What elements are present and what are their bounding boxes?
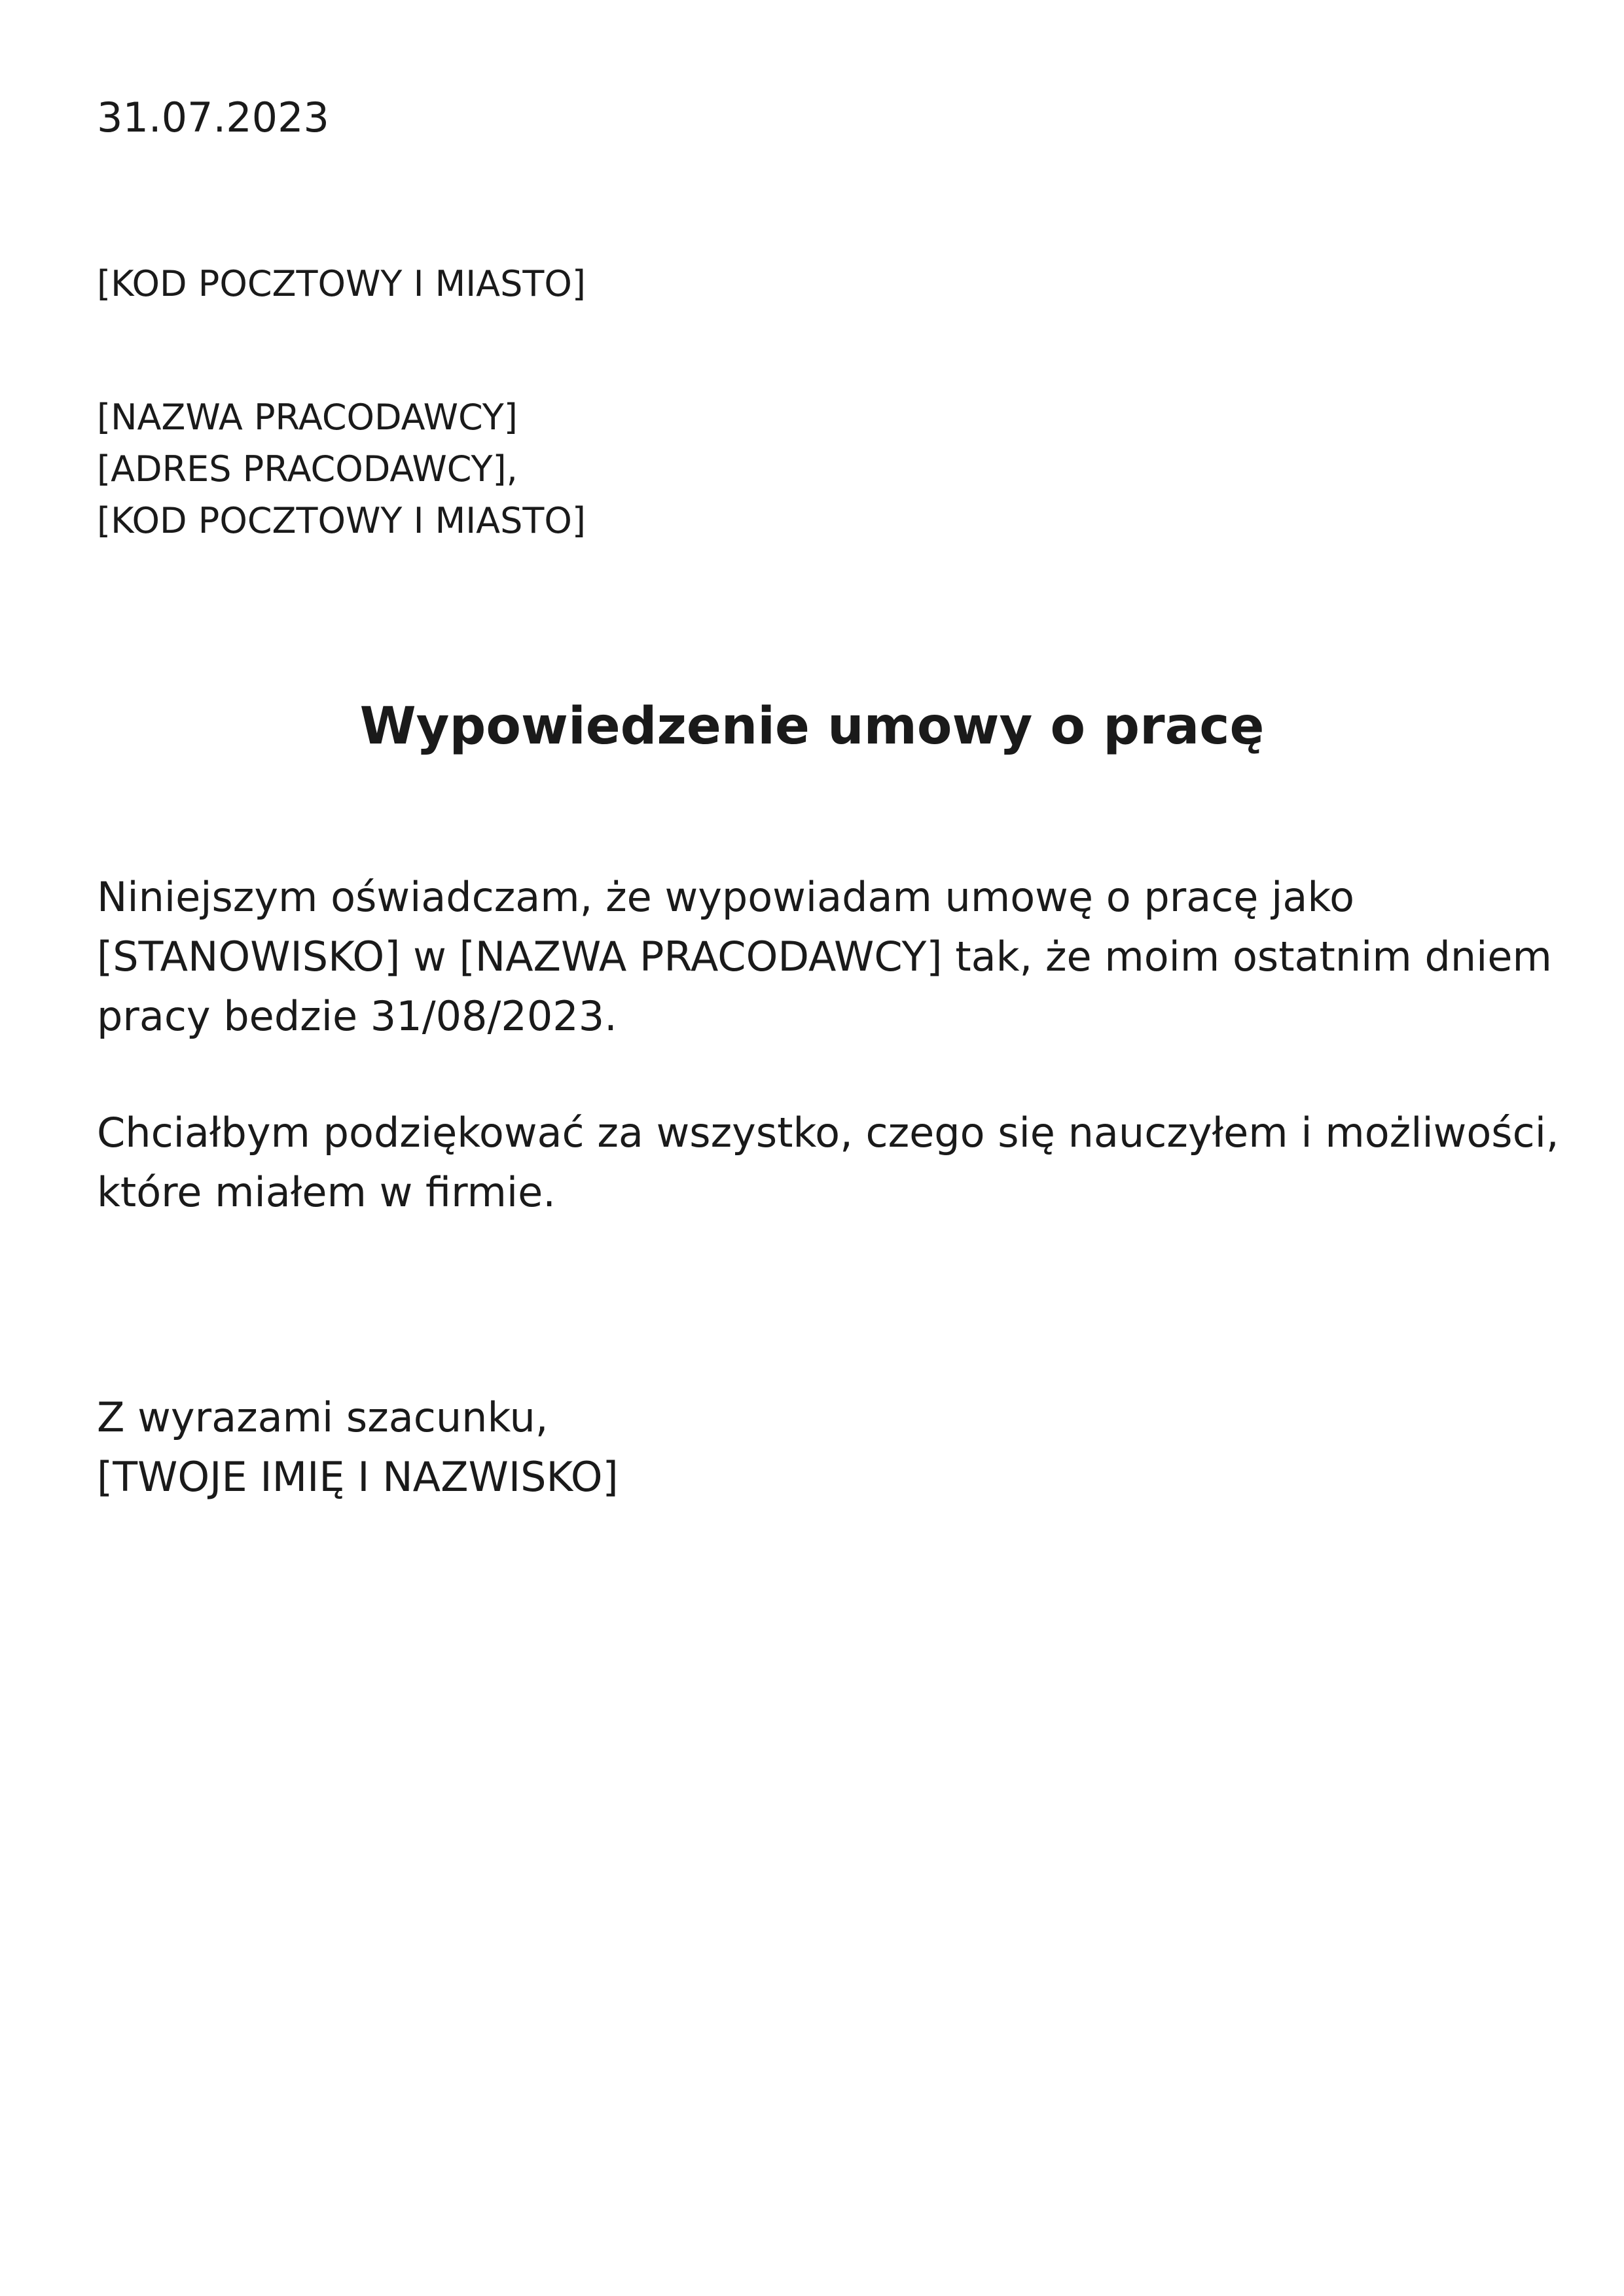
closing-block bbox=[97, 1388, 619, 1507]
recipient-name: [NAZWA PRACODAWCY] bbox=[97, 397, 518, 438]
recipient-address: [ADRES PRACODAWCY], bbox=[97, 448, 518, 490]
recipient-postal-city: [KOD POCZTOWY I MIASTO] bbox=[97, 500, 586, 541]
body-paragraph-1 bbox=[97, 867, 1552, 1046]
paragraph-line: Chciałbym podziękować za wszystko, czego się nauczyłem i możliwości, bbox=[97, 1109, 1559, 1157]
letter-title: Wypowiedzenie umowy o pracę bbox=[359, 697, 1265, 756]
body-paragraph-2 bbox=[97, 1103, 1559, 1222]
paragraph-line: pracy bedzie 31/08/2023. bbox=[97, 992, 617, 1040]
letter-date: 31.07.2023 bbox=[97, 94, 329, 141]
recipient-block bbox=[97, 391, 586, 547]
paragraph-line: Niniejszym oświadczam, że wypowiadam umowę o pracę jako bbox=[97, 873, 1355, 921]
paragraph-line: które miałem w firmie. bbox=[97, 1168, 556, 1216]
signature-name: [TWOJE IMIĘ I NAZWISKO] bbox=[97, 1453, 619, 1501]
closing-salutation: Z wyrazami szacunku, bbox=[97, 1393, 549, 1441]
sender-postal-city: [KOD POCZTOWY I MIASTO] bbox=[97, 263, 586, 304]
paragraph-line: [STANOWISKO] w [NAZWA PRACODAWCY] tak, że moim ostatnim dniem bbox=[97, 933, 1552, 980]
